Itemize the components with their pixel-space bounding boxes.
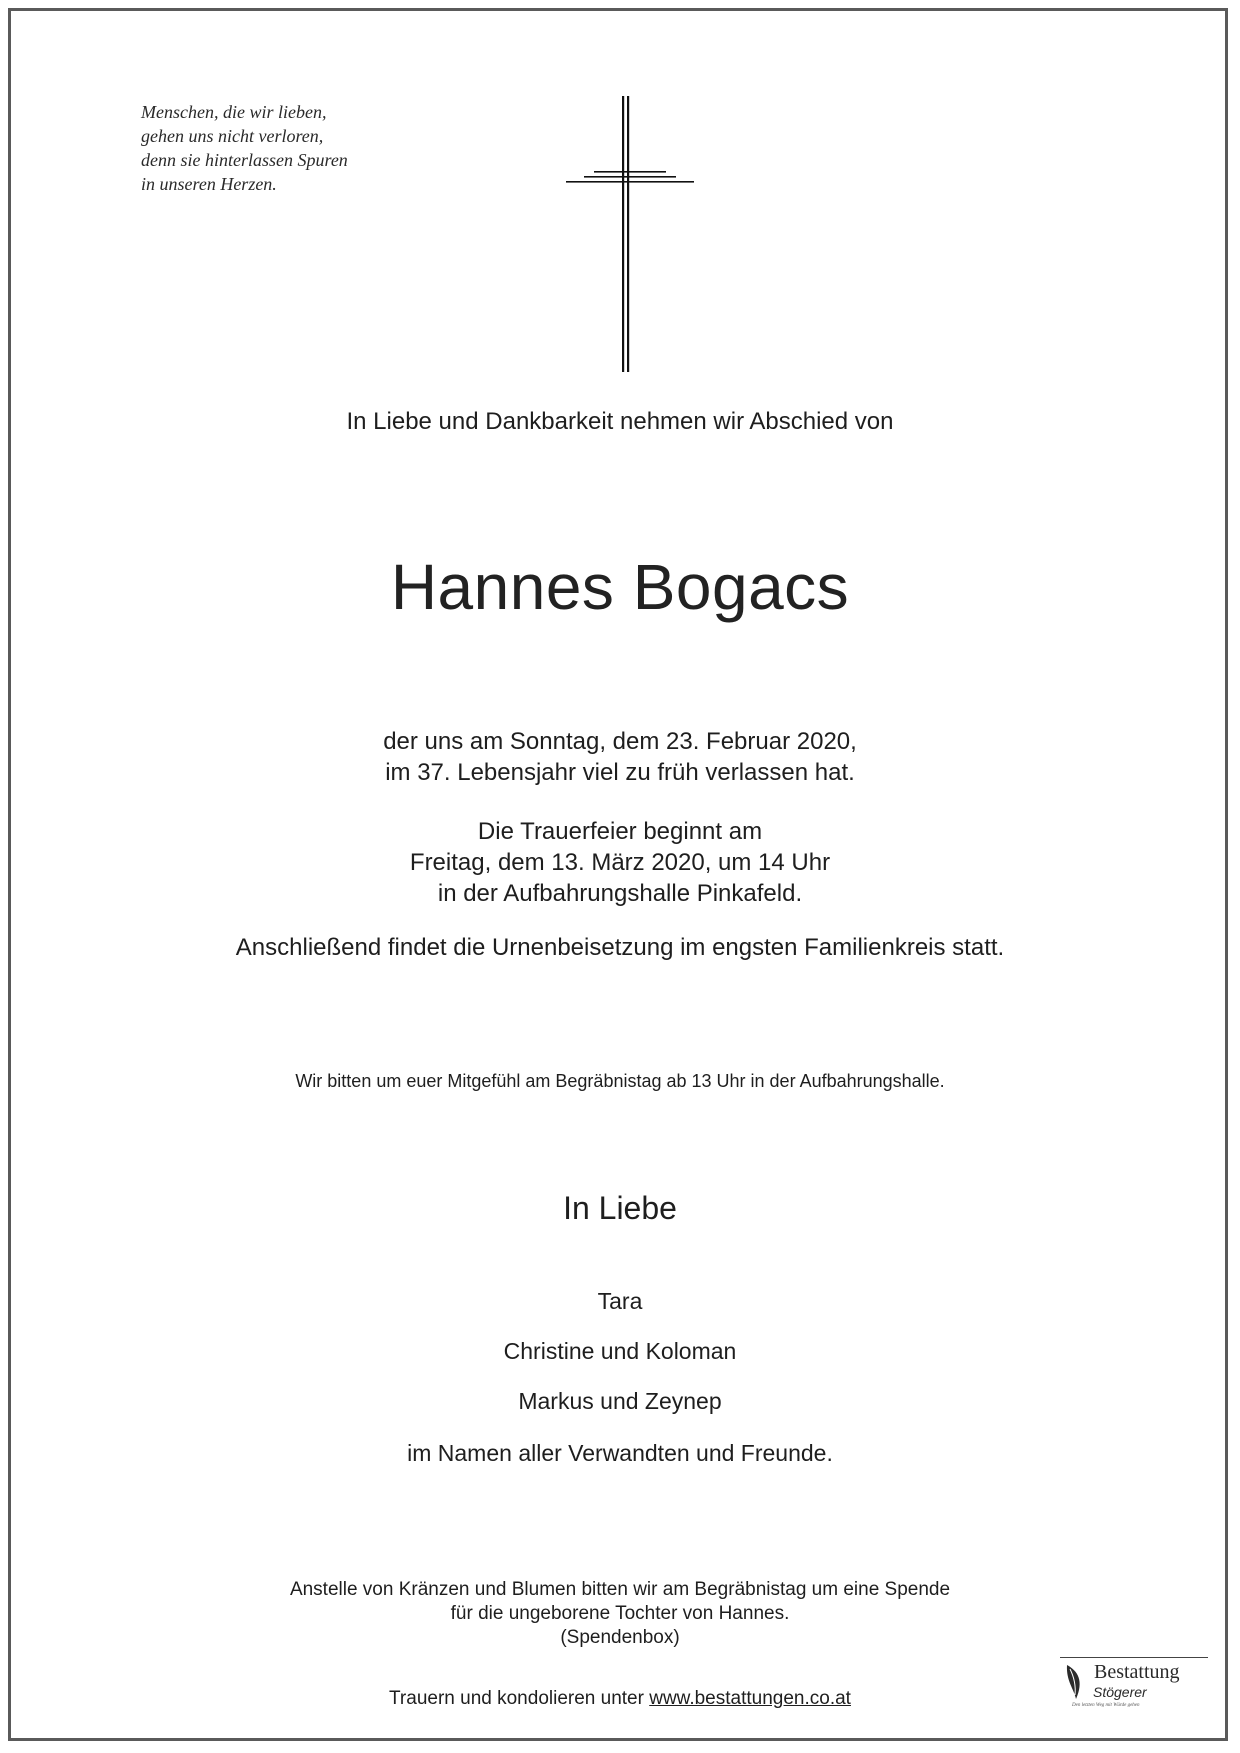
closing-text: In Liebe <box>563 1190 677 1226</box>
funeral-home-logo <box>1060 1657 1210 1719</box>
logo-tagline: Den letzten Weg mit Würde gehen <box>1072 1703 1140 1708</box>
donation-line: Anstelle von Kränzen und Blumen bitten wir am Begräbnistag um eine Spende <box>289 1579 951 1600</box>
condolence-link[interactable]: www.bestattungen.co.at <box>649 1688 851 1709</box>
mourner-name: Christine und Koloman <box>503 1338 737 1364</box>
donation-line: für die ungeborene Tochter von Hannes. <box>450 1603 790 1624</box>
memorial-quote <box>141 100 461 196</box>
quote-line: in unseren Herzen. <box>141 174 277 194</box>
logo-subtitle: Stögerer <box>1093 1684 1147 1700</box>
sympathy-request: Wir bitten um euer Mitgefühl am Begräbnistag ab 13 Uhr in der Aufbahrungshalle. <box>295 1071 945 1091</box>
donation-note <box>0 1578 1240 1650</box>
ceremony-line: in der Aufbahrungshalle Pinkafeld. <box>437 880 803 907</box>
condolence-line <box>0 1688 1240 1710</box>
condolence-text: Trauern und kondolieren unter <box>389 1688 650 1709</box>
quote-line: denn sie hinterlassen Spuren <box>141 150 348 170</box>
deceased-name: Hannes Bogacs <box>390 551 850 623</box>
mourner-name: Tara <box>597 1288 643 1314</box>
quote-line: Menschen, die wir lieben, <box>141 102 327 122</box>
ceremony-line: Freitag, dem 13. März 2020, um 14 Uhr <box>409 849 831 876</box>
logo-rule <box>1060 1657 1208 1658</box>
death-info-line: der uns am Sonntag, dem 23. Februar 2020, <box>383 728 857 755</box>
cross-icon <box>560 96 700 372</box>
ceremony-info <box>0 816 1240 909</box>
quote-line: gehen uns nicht verloren, <box>141 126 324 146</box>
leaf-icon <box>1064 1663 1086 1703</box>
death-info-line: im 37. Lebensjahr viel zu früh verlassen hat. <box>385 759 855 786</box>
ceremony-line: Die Trauerfeier beginnt am <box>477 818 763 845</box>
logo-title: Bestattung <box>1094 1661 1180 1683</box>
burial-info: Anschließend findet die Urnenbeisetzung im engsten Familienkreis statt. <box>235 934 1005 961</box>
intro-text: In Liebe und Dankbarkeit nehmen wir Abschied von <box>346 408 894 435</box>
mourner-name: Markus und Zeynep <box>518 1388 722 1414</box>
donation-line: (Spendenbox) <box>560 1627 680 1648</box>
mourner-name: im Namen aller Verwandten und Freunde. <box>407 1440 833 1466</box>
death-info <box>0 726 1240 788</box>
